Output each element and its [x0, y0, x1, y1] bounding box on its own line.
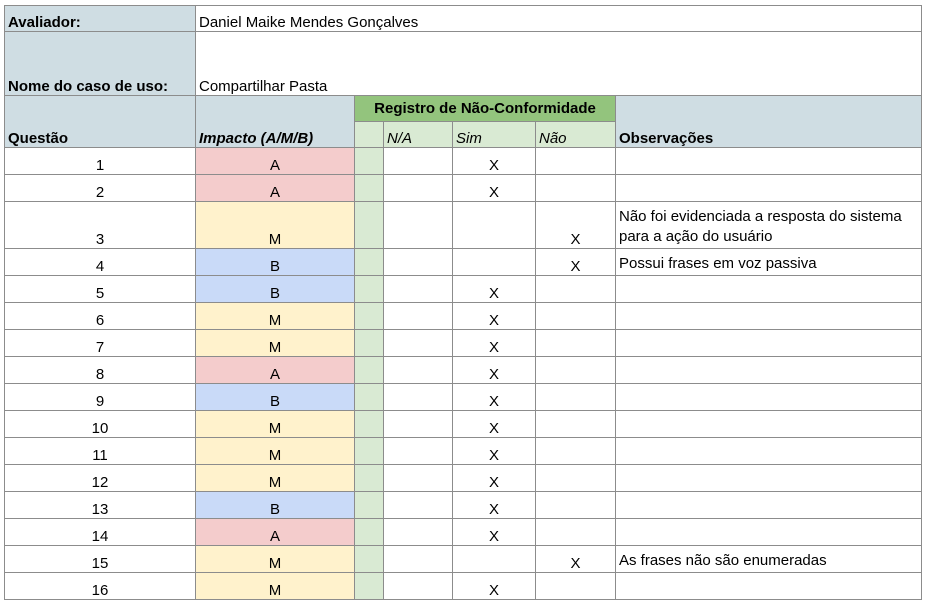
- observation-cell[interactable]: [616, 411, 922, 438]
- na-cell[interactable]: [384, 384, 453, 411]
- observation-cell[interactable]: [616, 519, 922, 546]
- question-number-cell[interactable]: 7: [5, 330, 196, 357]
- na-cell[interactable]: [384, 303, 453, 330]
- observation-cell[interactable]: [616, 276, 922, 303]
- impact-cell[interactable]: M: [196, 202, 355, 249]
- usecase-label: Nome do caso de uso:: [5, 32, 196, 96]
- registry-blank-cell[interactable]: [355, 202, 384, 249]
- sim-cell[interactable]: X: [453, 175, 536, 202]
- question-number-cell[interactable]: 6: [5, 303, 196, 330]
- sim-cell[interactable]: [453, 546, 536, 573]
- registry-blank-cell[interactable]: [355, 519, 384, 546]
- table-row: [5, 249, 922, 276]
- na-cell[interactable]: [384, 148, 453, 175]
- table-row: [5, 546, 922, 573]
- na-cell[interactable]: [384, 175, 453, 202]
- nao-cell[interactable]: X: [536, 546, 616, 573]
- question-number-cell[interactable]: 12: [5, 465, 196, 492]
- registry-blank-cell[interactable]: [355, 148, 384, 175]
- registry-blank-cell[interactable]: [355, 175, 384, 202]
- registry-blank-cell[interactable]: [355, 276, 384, 303]
- registry-blank-cell[interactable]: [355, 465, 384, 492]
- question-number-cell[interactable]: 13: [5, 492, 196, 519]
- registry-blank-cell[interactable]: [355, 573, 384, 600]
- observation-cell[interactable]: [616, 357, 922, 384]
- nao-cell[interactable]: [536, 303, 616, 330]
- registry-blank-cell[interactable]: [355, 411, 384, 438]
- observation-cell[interactable]: [616, 465, 922, 492]
- registry-blank-cell[interactable]: [355, 546, 384, 573]
- nao-cell[interactable]: X: [536, 202, 616, 249]
- na-cell[interactable]: [384, 519, 453, 546]
- column-header-observations: Observações: [616, 96, 922, 148]
- impact-cell[interactable]: M: [196, 438, 355, 465]
- na-cell[interactable]: [384, 276, 453, 303]
- na-cell[interactable]: [384, 546, 453, 573]
- table-row: [5, 357, 922, 384]
- impact-cell[interactable]: M: [196, 465, 355, 492]
- sim-cell[interactable]: [453, 249, 536, 276]
- table-row: [5, 303, 922, 330]
- table-row: [5, 384, 922, 411]
- evaluator-row: [5, 6, 922, 32]
- evaluation-sheet: [4, 5, 922, 600]
- impact-cell[interactable]: M: [196, 330, 355, 357]
- question-number-cell[interactable]: 9: [5, 384, 196, 411]
- na-cell[interactable]: [384, 465, 453, 492]
- question-number-cell[interactable]: 4: [5, 249, 196, 276]
- usecase-value[interactable]: Compartilhar Pasta: [196, 32, 922, 96]
- nao-cell[interactable]: [536, 573, 616, 600]
- question-number-cell[interactable]: 1: [5, 148, 196, 175]
- observation-cell[interactable]: [616, 573, 922, 600]
- table-row: [5, 148, 922, 175]
- question-number-cell[interactable]: 2: [5, 175, 196, 202]
- table-row: [5, 519, 922, 546]
- observation-cell[interactable]: Possui frases em voz passiva: [616, 249, 922, 276]
- na-cell[interactable]: [384, 411, 453, 438]
- sim-cell[interactable]: X: [453, 357, 536, 384]
- sim-cell[interactable]: X: [453, 330, 536, 357]
- question-number-cell[interactable]: 10: [5, 411, 196, 438]
- evaluator-label: Avaliador:: [5, 6, 196, 32]
- sim-cell[interactable]: X: [453, 573, 536, 600]
- na-cell[interactable]: [384, 438, 453, 465]
- nao-cell[interactable]: [536, 384, 616, 411]
- registry-blank-cell[interactable]: [355, 438, 384, 465]
- observation-cell[interactable]: [616, 384, 922, 411]
- observation-cell[interactable]: [616, 330, 922, 357]
- sim-cell[interactable]: [453, 202, 536, 249]
- sim-cell[interactable]: X: [453, 519, 536, 546]
- impact-cell[interactable]: B: [196, 276, 355, 303]
- sim-cell[interactable]: X: [453, 276, 536, 303]
- na-cell[interactable]: [384, 330, 453, 357]
- nao-cell[interactable]: [536, 465, 616, 492]
- table-row: [5, 330, 922, 357]
- question-number-cell[interactable]: 5: [5, 276, 196, 303]
- impact-cell[interactable]: A: [196, 175, 355, 202]
- impact-cell[interactable]: B: [196, 384, 355, 411]
- column-header-sim: Sim: [453, 122, 536, 148]
- nao-cell[interactable]: X: [536, 249, 616, 276]
- nao-cell[interactable]: [536, 175, 616, 202]
- table-row: [5, 175, 922, 202]
- na-cell[interactable]: [384, 249, 453, 276]
- column-header-nao: Não: [536, 122, 616, 148]
- sim-cell[interactable]: X: [453, 384, 536, 411]
- table-row: [5, 411, 922, 438]
- observation-cell[interactable]: [616, 175, 922, 202]
- registry-blank-cell[interactable]: [355, 330, 384, 357]
- question-number-cell[interactable]: 15: [5, 546, 196, 573]
- observation-cell[interactable]: [616, 438, 922, 465]
- nao-cell[interactable]: [536, 148, 616, 175]
- question-number-cell[interactable]: 8: [5, 357, 196, 384]
- sim-cell[interactable]: X: [453, 465, 536, 492]
- nao-cell[interactable]: [536, 519, 616, 546]
- sim-cell[interactable]: X: [453, 492, 536, 519]
- na-cell[interactable]: [384, 357, 453, 384]
- impact-cell[interactable]: M: [196, 303, 355, 330]
- impact-cell[interactable]: A: [196, 357, 355, 384]
- registry-blank-cell[interactable]: [355, 303, 384, 330]
- table-row: [5, 438, 922, 465]
- nao-cell[interactable]: [536, 276, 616, 303]
- column-header-blank: [355, 122, 384, 148]
- nao-cell[interactable]: [536, 438, 616, 465]
- registry-blank-cell[interactable]: [355, 249, 384, 276]
- observation-cell[interactable]: [616, 148, 922, 175]
- nao-cell[interactable]: [536, 357, 616, 384]
- column-header-na: N/A: [384, 122, 453, 148]
- table-row: [5, 202, 922, 249]
- na-cell[interactable]: [384, 492, 453, 519]
- table-row: [5, 276, 922, 303]
- observation-cell[interactable]: [616, 492, 922, 519]
- column-header-impact: Impacto (A/M/B): [196, 96, 355, 148]
- question-number-cell[interactable]: 11: [5, 438, 196, 465]
- impact-cell[interactable]: M: [196, 546, 355, 573]
- sim-cell[interactable]: X: [453, 303, 536, 330]
- na-cell[interactable]: [384, 573, 453, 600]
- sim-cell[interactable]: X: [453, 411, 536, 438]
- impact-cell[interactable]: B: [196, 492, 355, 519]
- usecase-row: [5, 32, 922, 96]
- registry-blank-cell[interactable]: [355, 357, 384, 384]
- impact-cell[interactable]: M: [196, 573, 355, 600]
- evaluator-value[interactable]: Daniel Maike Mendes Gonçalves: [196, 6, 922, 32]
- nao-cell[interactable]: [536, 411, 616, 438]
- column-header-registry: Registro de Não-Conformidade: [355, 96, 616, 122]
- observation-cell[interactable]: [616, 303, 922, 330]
- question-number-cell[interactable]: 14: [5, 519, 196, 546]
- question-number-cell[interactable]: 16: [5, 573, 196, 600]
- impact-cell[interactable]: A: [196, 519, 355, 546]
- table-row: [5, 465, 922, 492]
- table-row: [5, 573, 922, 600]
- evaluation-table: [4, 5, 922, 600]
- column-header-question: Questão: [5, 96, 196, 148]
- question-number-cell[interactable]: 3: [5, 202, 196, 249]
- table-row: [5, 492, 922, 519]
- observation-cell[interactable]: As frases não são enumeradas: [616, 546, 922, 573]
- nao-cell[interactable]: [536, 492, 616, 519]
- nao-cell[interactable]: [536, 330, 616, 357]
- na-cell[interactable]: [384, 202, 453, 249]
- impact-cell[interactable]: A: [196, 148, 355, 175]
- sim-cell[interactable]: X: [453, 148, 536, 175]
- impact-cell[interactable]: M: [196, 411, 355, 438]
- impact-cell[interactable]: B: [196, 249, 355, 276]
- sim-cell[interactable]: X: [453, 438, 536, 465]
- group-header-row: [5, 96, 922, 122]
- registry-blank-cell[interactable]: [355, 492, 384, 519]
- registry-blank-cell[interactable]: [355, 384, 384, 411]
- observation-cell[interactable]: Não foi evidenciada a resposta do sistema para a ação do usuário: [616, 202, 922, 249]
